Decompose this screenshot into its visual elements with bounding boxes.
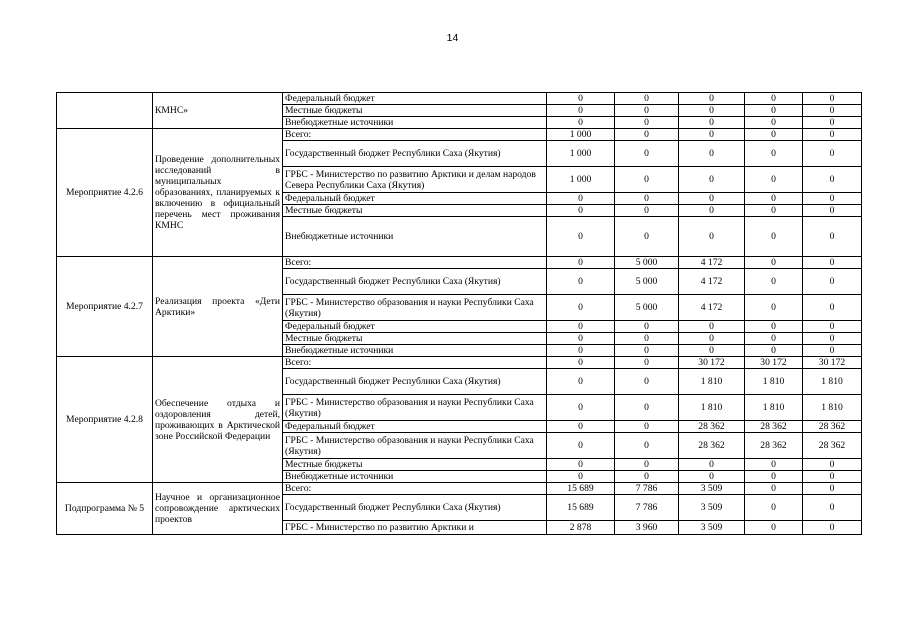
amount-cell: 0: [745, 105, 803, 117]
amount-cell: 30 172: [745, 357, 803, 369]
amount-cell: 0: [547, 421, 615, 433]
funding-source: Всего:: [283, 129, 547, 141]
amount-cell: 0: [547, 269, 615, 295]
amount-cell: 0: [679, 93, 745, 105]
amount-cell: 0: [803, 217, 862, 257]
amount-cell: 15 689: [547, 483, 615, 495]
amount-cell: 1 810: [803, 369, 862, 395]
amount-cell: 0: [547, 321, 615, 333]
amount-cell: 3 509: [679, 521, 745, 535]
amount-cell: 28 362: [745, 421, 803, 433]
amount-cell: 30 172: [679, 357, 745, 369]
funding-source: Всего:: [283, 483, 547, 495]
amount-cell: 5 000: [615, 257, 679, 269]
funding-source: ГРБС - Министерство образования и науки Республики Саха (Якутия): [283, 295, 547, 321]
funding-source: Местные бюджеты: [283, 333, 547, 345]
amount-cell: 0: [547, 357, 615, 369]
funding-source: Федеральный бюджет: [283, 421, 547, 433]
amount-cell: 4 172: [679, 257, 745, 269]
amount-cell: 28 362: [679, 433, 745, 459]
funding-source: Всего:: [283, 257, 547, 269]
measure-code: Мероприятие 4.2.8: [57, 357, 153, 483]
table-row: [57, 129, 862, 141]
funding-source: Федеральный бюджет: [283, 93, 547, 105]
measure-title: КМНС»: [153, 93, 283, 129]
funding-source: Внебюджетные источники: [283, 471, 547, 483]
amount-cell: 0: [745, 295, 803, 321]
amount-cell: 0: [547, 345, 615, 357]
amount-cell: 0: [745, 167, 803, 193]
amount-cell: 0: [615, 167, 679, 193]
amount-cell: 0: [803, 321, 862, 333]
funding-source: Государственный бюджет Республики Саха (Якутия): [283, 141, 547, 167]
amount-cell: 0: [803, 129, 862, 141]
funding-source: Внебюджетные источники: [283, 217, 547, 257]
amount-cell: 0: [615, 421, 679, 433]
amount-cell: 0: [547, 193, 615, 205]
amount-cell: 0: [615, 141, 679, 167]
amount-cell: 0: [803, 167, 862, 193]
amount-cell: 0: [679, 117, 745, 129]
amount-cell: 0: [547, 471, 615, 483]
amount-cell: 3 509: [679, 495, 745, 521]
amount-cell: 0: [547, 105, 615, 117]
amount-cell: 0: [745, 321, 803, 333]
amount-cell: 0: [615, 105, 679, 117]
amount-cell: 30 172: [803, 357, 862, 369]
amount-cell: 0: [803, 205, 862, 217]
funding-source: Всего:: [283, 357, 547, 369]
amount-cell: 0: [679, 167, 745, 193]
amount-cell: 0: [803, 193, 862, 205]
amount-cell: 0: [547, 295, 615, 321]
amount-cell: 0: [615, 459, 679, 471]
amount-cell: 0: [679, 205, 745, 217]
amount-cell: 0: [615, 357, 679, 369]
page-number: 14: [446, 32, 459, 44]
amount-cell: 0: [547, 333, 615, 345]
funding-source: Внебюджетные источники: [283, 117, 547, 129]
funding-source: ГРБС - Министерство по развитию Арктики и делам народов Севера Республики Саха (Якутия): [283, 167, 547, 193]
measure-code: Мероприятие 4.2.6: [57, 129, 153, 257]
amount-cell: 0: [615, 395, 679, 421]
amount-cell: 1 810: [803, 395, 862, 421]
amount-cell: 1 000: [547, 167, 615, 193]
amount-cell: 0: [615, 193, 679, 205]
amount-cell: 0: [615, 369, 679, 395]
table-row: [57, 483, 862, 495]
amount-cell: 0: [547, 395, 615, 421]
amount-cell: 0: [615, 93, 679, 105]
amount-cell: 0: [745, 193, 803, 205]
amount-cell: 0: [745, 205, 803, 217]
measure-code: [57, 93, 153, 129]
amount-cell: 1 000: [547, 141, 615, 167]
funding-source: Государственный бюджет Республики Саха (Якутия): [283, 369, 547, 395]
measure-title: Научное и организационное сопровождение арктических проектов: [153, 483, 283, 535]
amount-cell: 1 810: [679, 369, 745, 395]
amount-cell: 0: [679, 333, 745, 345]
amount-cell: 0: [547, 217, 615, 257]
measure-code: Подпрограмма № 5: [57, 483, 153, 535]
amount-cell: 5 000: [615, 269, 679, 295]
amount-cell: 0: [547, 117, 615, 129]
amount-cell: 0: [615, 217, 679, 257]
amount-cell: 0: [615, 117, 679, 129]
amount-cell: 0: [803, 269, 862, 295]
amount-cell: 15 689: [547, 495, 615, 521]
amount-cell: 0: [745, 117, 803, 129]
amount-cell: 0: [745, 129, 803, 141]
funding-source: ГРБС - Министерство образования и науки Республики Саха (Якутия): [283, 395, 547, 421]
amount-cell: 4 172: [679, 269, 745, 295]
amount-cell: 0: [803, 257, 862, 269]
amount-cell: 0: [679, 193, 745, 205]
amount-cell: 0: [745, 521, 803, 535]
amount-cell: 7 786: [615, 495, 679, 521]
funding-source: Федеральный бюджет: [283, 193, 547, 205]
amount-cell: 0: [615, 321, 679, 333]
amount-cell: 0: [745, 459, 803, 471]
amount-cell: 0: [803, 483, 862, 495]
amount-cell: 0: [547, 459, 615, 471]
amount-cell: 0: [803, 345, 862, 357]
amount-cell: 0: [615, 129, 679, 141]
amount-cell: 1 810: [745, 369, 803, 395]
amount-cell: 0: [547, 433, 615, 459]
amount-cell: 0: [547, 205, 615, 217]
funding-source: Местные бюджеты: [283, 459, 547, 471]
measure-title: Проведение дополнительных исследований в муниципальных образованиях, планируемых к включению в официальный перечень мест проживания КМНС: [153, 129, 283, 257]
amount-cell: 1 000: [547, 129, 615, 141]
amount-cell: 7 786: [615, 483, 679, 495]
budget-table-body: [57, 93, 862, 535]
funding-source: Государственный бюджет Республики Саха (Якутия): [283, 495, 547, 521]
amount-cell: 0: [745, 141, 803, 167]
amount-cell: 0: [547, 257, 615, 269]
measure-code: Мероприятие 4.2.7: [57, 257, 153, 357]
amount-cell: 0: [615, 471, 679, 483]
amount-cell: 0: [803, 495, 862, 521]
amount-cell: 1 810: [745, 395, 803, 421]
amount-cell: 0: [679, 141, 745, 167]
amount-cell: 0: [803, 471, 862, 483]
amount-cell: 2 878: [547, 521, 615, 535]
amount-cell: 0: [745, 483, 803, 495]
funding-source: Местные бюджеты: [283, 205, 547, 217]
amount-cell: 0: [803, 93, 862, 105]
amount-cell: 3 960: [615, 521, 679, 535]
amount-cell: 28 362: [679, 421, 745, 433]
table-row: [57, 357, 862, 369]
amount-cell: 0: [547, 93, 615, 105]
table-row: [57, 93, 862, 105]
amount-cell: 0: [745, 93, 803, 105]
amount-cell: 0: [803, 141, 862, 167]
amount-cell: 0: [679, 459, 745, 471]
amount-cell: 0: [615, 205, 679, 217]
funding-source: ГРБС - Министерство по развитию Арктики и: [283, 521, 547, 535]
funding-source: Федеральный бюджет: [283, 321, 547, 333]
funding-source: Внебюджетные источники: [283, 345, 547, 357]
amount-cell: 4 172: [679, 295, 745, 321]
funding-source: Местные бюджеты: [283, 105, 547, 117]
amount-cell: 0: [745, 345, 803, 357]
measure-title: Реализация проекта «Дети Арктики»: [153, 257, 283, 357]
amount-cell: 0: [615, 333, 679, 345]
amount-cell: 0: [803, 295, 862, 321]
budget-table: [56, 92, 862, 535]
amount-cell: 0: [679, 471, 745, 483]
amount-cell: 0: [679, 217, 745, 257]
amount-cell: 5 000: [615, 295, 679, 321]
measure-title: Обеспечение отдыха и оздоровления детей, проживающих в Арктической зоне Российской Федерации: [153, 357, 283, 483]
amount-cell: 0: [745, 333, 803, 345]
amount-cell: 28 362: [803, 433, 862, 459]
table-row: [57, 257, 862, 269]
amount-cell: 28 362: [745, 433, 803, 459]
amount-cell: 1 810: [679, 395, 745, 421]
amount-cell: 0: [745, 471, 803, 483]
amount-cell: 3 509: [679, 483, 745, 495]
amount-cell: 0: [745, 257, 803, 269]
amount-cell: 0: [679, 321, 745, 333]
amount-cell: 0: [803, 459, 862, 471]
funding-source: ГРБС - Министерство образования и науки Республики Саха (Якутия): [283, 433, 547, 459]
amount-cell: 0: [547, 369, 615, 395]
amount-cell: 0: [745, 269, 803, 295]
amount-cell: 0: [745, 217, 803, 257]
amount-cell: 0: [803, 521, 862, 535]
amount-cell: 0: [803, 333, 862, 345]
amount-cell: 0: [679, 129, 745, 141]
amount-cell: 0: [615, 345, 679, 357]
amount-cell: 28 362: [803, 421, 862, 433]
funding-source: Государственный бюджет Республики Саха (Якутия): [283, 269, 547, 295]
amount-cell: 0: [679, 345, 745, 357]
amount-cell: 0: [615, 433, 679, 459]
amount-cell: 0: [679, 105, 745, 117]
amount-cell: 0: [745, 495, 803, 521]
amount-cell: 0: [803, 117, 862, 129]
amount-cell: 0: [803, 105, 862, 117]
